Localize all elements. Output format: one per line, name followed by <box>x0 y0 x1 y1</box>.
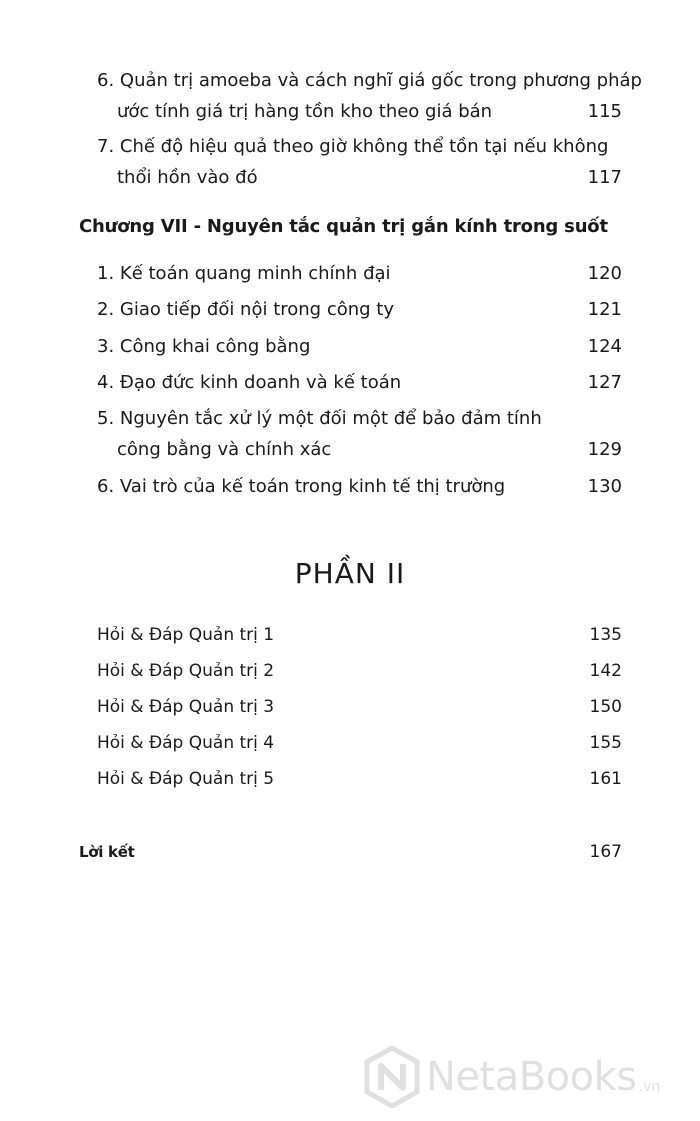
toc-entry-text: 4. Đạo đức kinh doanh và kế toán <box>97 372 402 393</box>
qa-page-number: 142 <box>589 661 622 681</box>
toc-entry-text: 5. Nguyên tắc xử lý một đối một để bảo đảm tính <box>97 408 542 429</box>
closing-page-number: 167 <box>589 842 622 862</box>
toc-entry-text: 6. Vai trò của kế toán trong kinh tế thị trường <box>97 476 506 497</box>
toc-page-number: 117 <box>587 167 622 188</box>
toc-page-number: 127 <box>587 372 622 393</box>
qa-page-number: 161 <box>589 769 622 789</box>
toc-entry <box>97 294 622 325</box>
toc-entry-text: 7. Chế độ hiệu quả theo giờ không thể tồn tại nếu không <box>97 136 609 157</box>
toc-entry-text: 6. Quản trị amoeba và cách nghĩ giá gốc trong phương pháp <box>97 70 642 91</box>
qa-page-number: 155 <box>589 733 622 753</box>
qa-page-number: 135 <box>589 625 622 645</box>
toc-entry-line <box>97 403 622 434</box>
toc-entry-text: công bằng và chính xác <box>117 439 332 460</box>
qa-entry-label: Hỏi & Đáp Quản trị 3 <box>97 697 275 717</box>
qa-entry <box>97 689 622 725</box>
netabooks-logo-icon <box>364 1046 420 1108</box>
toc-entry-text: ước tính giá trị hàng tồn kho theo giá bán <box>117 101 493 122</box>
toc-entry <box>97 367 622 398</box>
chapter-heading: Chương VII - Nguyên tắc quản trị gắn kính trong suốt <box>79 216 608 237</box>
toc-entry-line <box>97 434 622 465</box>
toc-page-number: 121 <box>587 299 622 320</box>
toc-entry-text: thổi hồn vào đó <box>117 167 258 188</box>
watermark-brand: NetaBooks <box>426 1054 637 1100</box>
qa-entry <box>97 653 622 689</box>
toc-entry-line <box>97 471 622 502</box>
watermark-tld: .vn <box>638 1079 661 1095</box>
toc-entry <box>97 331 622 362</box>
qa-list <box>97 617 622 797</box>
watermark <box>364 1045 660 1109</box>
toc-entry-line <box>97 131 622 162</box>
toc-entry-text: 3. Công khai công bằng <box>97 336 311 357</box>
qa-entry-label: Hỏi & Đáp Quản trị 4 <box>97 733 275 753</box>
toc-entry-text: 1. Kế toán quang minh chính đại <box>97 263 391 284</box>
qa-page-number: 150 <box>589 697 622 717</box>
toc-entry-line <box>97 162 622 193</box>
toc-entry-line <box>97 331 622 362</box>
part-heading: PHẦN II <box>294 557 406 590</box>
toc-entry <box>97 131 622 193</box>
toc-entry <box>97 403 622 465</box>
toc-entry <box>97 258 622 289</box>
toc-entry-line <box>97 96 622 127</box>
toc-page-number: 115 <box>587 101 622 122</box>
toc-page-number: 129 <box>587 439 622 460</box>
toc-entry-line <box>97 65 642 96</box>
toc-entry-text: 2. Giao tiếp đối nội trong công ty <box>97 299 394 320</box>
toc-entry-line <box>97 294 622 325</box>
qa-entry-label: Hỏi & Đáp Quản trị 1 <box>97 625 275 645</box>
toc-page-number: 130 <box>587 476 622 497</box>
toc-page-number: 124 <box>587 336 622 357</box>
toc-page-number: 120 <box>587 263 622 284</box>
qa-entry-label: Hỏi & Đáp Quản trị 2 <box>97 661 275 681</box>
toc-entry-line <box>97 367 622 398</box>
toc-entry <box>97 65 642 127</box>
toc-entry <box>97 471 622 502</box>
toc-entry-line <box>97 258 622 289</box>
qa-entry <box>97 617 622 653</box>
qa-entry <box>97 725 622 761</box>
closing-entry <box>79 838 622 866</box>
qa-entry <box>97 761 622 797</box>
closing-label: Lời kết <box>79 843 135 861</box>
qa-entry-label: Hỏi & Đáp Quản trị 5 <box>97 769 275 789</box>
